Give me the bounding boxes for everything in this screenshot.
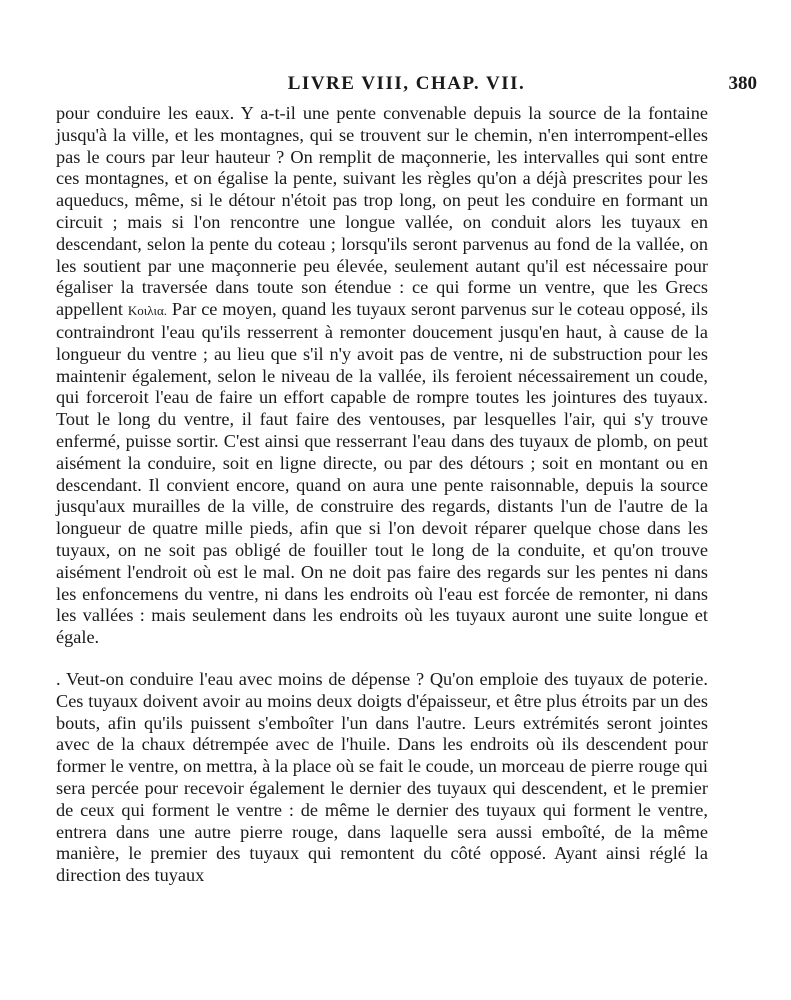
paragraph-2: . Veut-on conduire l'eau avec moins de dépense ? Qu'on emploie des tuyaux de poterie. Ces tuyaux doivent avoir au moins deux doigts d'épaisseur, et être plus étroits par un des bouts, afin qu'ils puissent s'emboîter l'un dans l'autre. Leurs extrémités seront jointes avec de la chaux détrempée avec de l'huile. Dans les endroits où ils descendent pour former le ventre, on mettra, à la place où se fait le coude, un morceau de pierre rouge qui sera percée pour recevoir également le dernier des tuyaux qui descendent, et le premier de ceux qui forment le ventre : de même le dernier des tuyaux qui forment le ventre, entrera dans une autre pierre rouge, dans laquelle sera aussi emboîté, de la même manière, le premier des tuyaux qui remontent du côté opposé. Ayant ainsi réglé la direction des tuyaux bbox=[56, 668, 708, 886]
paragraph-1-text-before: pour conduire les eaux. Y a-t-il une pente convenable depuis la source de la fontaine jusqu'à la ville, et les montagnes, qui se trouvent sur le chemin, n'en interrompent-elles pas le cours par leur hauteur ? On remplit de maçonnerie, les intervalles qui sont entre ces montagnes, et on égalise la pente, suivant les règles qu'on a déjà prescrites pour les aqueducs, même, si le détour n'étoit pas trop long, on peut les conduire en formant un circuit ; mais si l'on rencontre une longue vallée, on conduit alors les tuyaux en descendant, selon la pente du coteau ; lorsqu'ils seront parvenus au fond de la vallée, on les soutient par une maçonnerie peu élevée, seulement autant qu'il est nécessaire pour égaliser la traversée dans toute son étendue : ce qui forme un ventre, que les Grecs appellent bbox=[56, 103, 708, 320]
chapter-heading: LIVRE VIII, CHAP. VII. bbox=[287, 73, 526, 94]
paragraph-1-text-after: Par ce moyen, quand les tuyaux seront parvenus sur le coteau opposé, ils contraindront l'eau qu'ils resserrent à remonter doucement jusqu'en haut, à cause de la longueur du ventre ; au lieu que s'il n'y avoit pas de ventre, ni de substruction pour les maintenir également, selon le niveau de la vallée, ils feroient nécessairement un coude, qui forceroit l'eau de faire un effort capable de rompre toutes les jointures des tuyaux. Tout le long du ventre, il faut faire des ventouses, par lesquelles l'air, qui s'y trouve enfermé, puisse sortir. C'est ainsi que resserrant l'eau dans des tuyaux de plomb, on peut aisément la conduire, soit en ligne directe, ou par des détours ; soit en montant ou en descendant. Il convient encore, quand on aura une pente raisonnable, depuis la source jusqu'aux murailles de la ville, de construire des regards, distants l'un de l'autre de la longueur de quatre mille pieds, afin que si l'on devoit réparer quelque chose dans les tuyaux, on ne soit pas obligé de fouiller tout le long de la conduite, et qu'on trouve aisément l'endroit où est le mal. On ne doit pas faire des regards sur les pentes ni dans les enfoncemens du ventre, ni dans les endroits où l'eau est forcée de remonter, ni dans les vallées : mais seulement dans les endroits où les tuyaux auront une suite longue et égale. bbox=[56, 299, 709, 648]
paragraph-1 bbox=[56, 103, 708, 649]
running-head bbox=[56, 72, 757, 96]
greek-word: Κοιλια. bbox=[127, 303, 168, 319]
page-number: 380 bbox=[728, 73, 757, 94]
body-text bbox=[56, 103, 708, 887]
